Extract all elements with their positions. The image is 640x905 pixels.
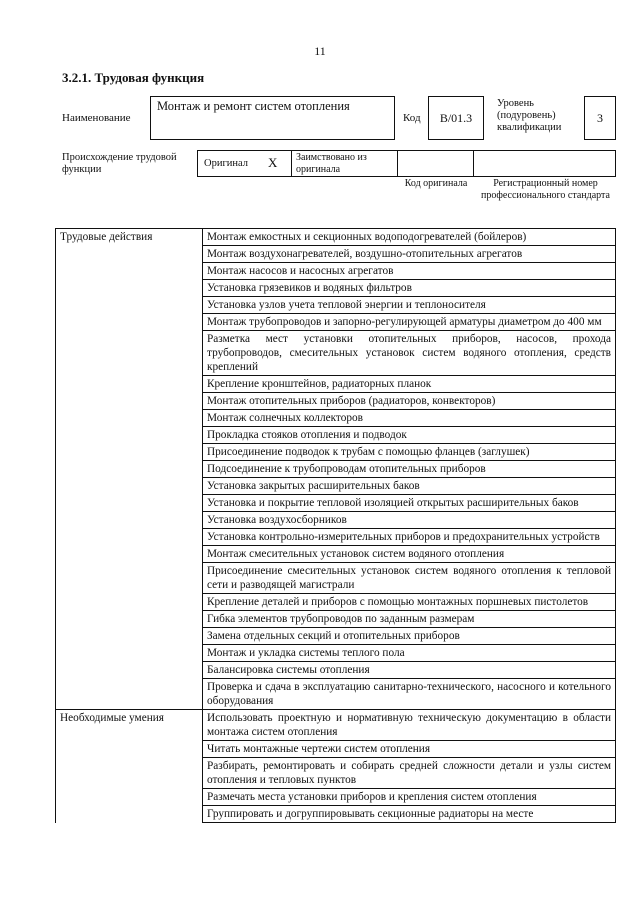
- action-row-category: [56, 410, 203, 427]
- action-row-text: Установка и покрытие тепловой изоляцией открытых расширительных баков: [203, 495, 616, 512]
- action-row-text: Присоединение подводок к трубам с помощью фланцев (заглушек): [203, 444, 616, 461]
- action-row-category: [56, 611, 203, 628]
- action-row: [56, 563, 616, 594]
- action-row-category: [56, 662, 203, 679]
- skill-row: [56, 758, 616, 789]
- action-row-category: [56, 314, 203, 331]
- action-row-category: [56, 376, 203, 393]
- code-label: Код: [403, 112, 421, 124]
- section-title: 3.2.1. Трудовая функция: [62, 70, 205, 85]
- action-row-text: Присоединение смесительных установок систем водяного отопления к тепловой сети и разводящей магистрали: [203, 563, 616, 594]
- action-row-category: [56, 280, 203, 297]
- original-mark: X: [268, 155, 278, 170]
- skill-row-text: Группировать и догруппировывать секционные радиаторы на месте: [203, 806, 616, 823]
- action-row-category: [56, 393, 203, 410]
- skill-row-text: Размечать места установки приборов и крепления систем отопления: [203, 789, 616, 806]
- action-row: [56, 280, 616, 297]
- action-row-text: Установка закрытых расширительных баков: [203, 478, 616, 495]
- skill-row-category: [56, 789, 203, 806]
- action-row-category: [56, 563, 203, 594]
- action-row-category: [56, 529, 203, 546]
- action-row-category: [56, 427, 203, 444]
- name-label: Наименование: [62, 112, 131, 124]
- action-row-text: Установка контрольно-измерительных приборов и предохранительных устройств: [203, 529, 616, 546]
- action-row-category: [56, 263, 203, 280]
- original-cell: [197, 150, 292, 177]
- borrowed-label: Заимствовано из оригинала: [296, 152, 367, 175]
- skill-row-text: Читать монтажные чертежи систем отопления: [203, 741, 616, 758]
- action-row: [56, 297, 616, 314]
- skill-row-category: Необходимые умения: [56, 710, 203, 741]
- action-row-text: Монтаж солнечных коллекторов: [203, 410, 616, 427]
- action-row-text: Балансировка системы отопления: [203, 662, 616, 679]
- action-row: [56, 628, 616, 645]
- level-label: Уровень (подуровень) квалификации: [497, 98, 562, 133]
- code-value: B/01.3: [439, 111, 473, 125]
- action-row-category: [56, 512, 203, 529]
- action-row-text: Монтаж отопительных приборов (радиаторов, конвекторов): [203, 393, 616, 410]
- action-row: [56, 331, 616, 376]
- original-label: Оригинал: [204, 158, 248, 169]
- skill-row-category: [56, 758, 203, 789]
- action-row-text: Монтаж емкостных и секционных водоподогревателей (бойлеров): [203, 229, 616, 246]
- action-row-text: Разметка мест установки отопительных приборов, насосов, прохода трубопроводов, смесительных установок систем водяного отопления, средств креплений: [203, 331, 616, 376]
- action-row-category: [56, 594, 203, 611]
- name-value: Монтаж и ремонт систем отопления: [157, 99, 350, 113]
- action-row-category: [56, 461, 203, 478]
- function-table: [55, 228, 616, 823]
- level-value: 3: [597, 111, 603, 125]
- action-row-category: [56, 478, 203, 495]
- action-row-category: [56, 495, 203, 512]
- action-row-text: Прокладка стояков отопления и подводок: [203, 427, 616, 444]
- action-row-text: Установка воздухосборников: [203, 512, 616, 529]
- action-row: [56, 478, 616, 495]
- skill-row: [56, 710, 616, 741]
- action-row-text: Монтаж трубопроводов и запорно-регулирующей арматуры диаметром до 400 мм: [203, 314, 616, 331]
- origin-label: Происхождение трудовой функции: [62, 152, 177, 175]
- action-row: [56, 444, 616, 461]
- action-row: [56, 427, 616, 444]
- action-row: [56, 410, 616, 427]
- action-row: [56, 645, 616, 662]
- action-row: [56, 529, 616, 546]
- action-row-category: [56, 546, 203, 563]
- action-row: [56, 314, 616, 331]
- action-row-text: Монтаж и укладка системы теплого пола: [203, 645, 616, 662]
- skill-row-category: [56, 741, 203, 758]
- borrowed-cell: [291, 150, 398, 177]
- action-row-category: [56, 628, 203, 645]
- action-row: [56, 393, 616, 410]
- action-row: [56, 512, 616, 529]
- action-row: [56, 546, 616, 563]
- skill-row-text: Использовать проектную и нормативную техническую документацию в области монтажа систем отопления: [203, 710, 616, 741]
- action-row-text: Гибка элементов трубопроводов по заданным размерам: [203, 611, 616, 628]
- skill-row: [56, 806, 616, 823]
- code-value-box: [428, 96, 484, 140]
- action-row-text: Проверка и сдача в эксплуатацию санитарно-технического, насосного и котельного оборудования: [203, 679, 616, 710]
- action-row-category: [56, 297, 203, 314]
- action-row: [56, 376, 616, 393]
- action-row-text: Крепление кронштейнов, радиаторных планок: [203, 376, 616, 393]
- action-row: [56, 461, 616, 478]
- action-row-category: [56, 679, 203, 710]
- skill-row-category: [56, 806, 203, 823]
- skill-row-text: Разбирать, ремонтировать и собирать средней сложности детали и узлы систем отопления и тепловых пунктов: [203, 758, 616, 789]
- page-number: 11: [314, 44, 326, 58]
- action-row-text: Замена отдельных секций и отопительных приборов: [203, 628, 616, 645]
- action-row-category: Трудовые действия: [56, 229, 203, 246]
- action-row-category: [56, 331, 203, 376]
- reg-number-cell: [473, 150, 616, 177]
- action-row-text: Монтаж смесительных установок систем водяного отопления: [203, 546, 616, 563]
- action-row-text: Монтаж воздухонагревателей, воздушно-отопительных агрегатов: [203, 246, 616, 263]
- skill-row: [56, 741, 616, 758]
- skill-row: [56, 789, 616, 806]
- action-row: [56, 611, 616, 628]
- action-row-text: Монтаж насосов и насосных агрегатов: [203, 263, 616, 280]
- action-row: [56, 662, 616, 679]
- action-row-category: [56, 444, 203, 461]
- code-original-cell: [397, 150, 474, 177]
- action-row-text: Подсоединение к трубопроводам отопительных приборов: [203, 461, 616, 478]
- code-original-label: Код оригинала: [404, 178, 468, 189]
- action-row: [56, 229, 616, 246]
- level-value-box: [584, 96, 616, 140]
- action-row: [56, 263, 616, 280]
- reg-number-label: Регистрационный номер профессионального стандарта: [481, 178, 610, 201]
- action-row: [56, 594, 616, 611]
- action-row-text: Установка узлов учета тепловой энергии и теплоносителя: [203, 297, 616, 314]
- action-row: [56, 495, 616, 512]
- action-row-category: [56, 246, 203, 263]
- action-row-category: [56, 645, 203, 662]
- action-row: [56, 246, 616, 263]
- action-row-text: Крепление деталей и приборов с помощью монтажных поршневых пистолетов: [203, 594, 616, 611]
- action-row-text: Установка грязевиков и водяных фильтров: [203, 280, 616, 297]
- action-row: [56, 679, 616, 710]
- name-value-box: [150, 96, 395, 140]
